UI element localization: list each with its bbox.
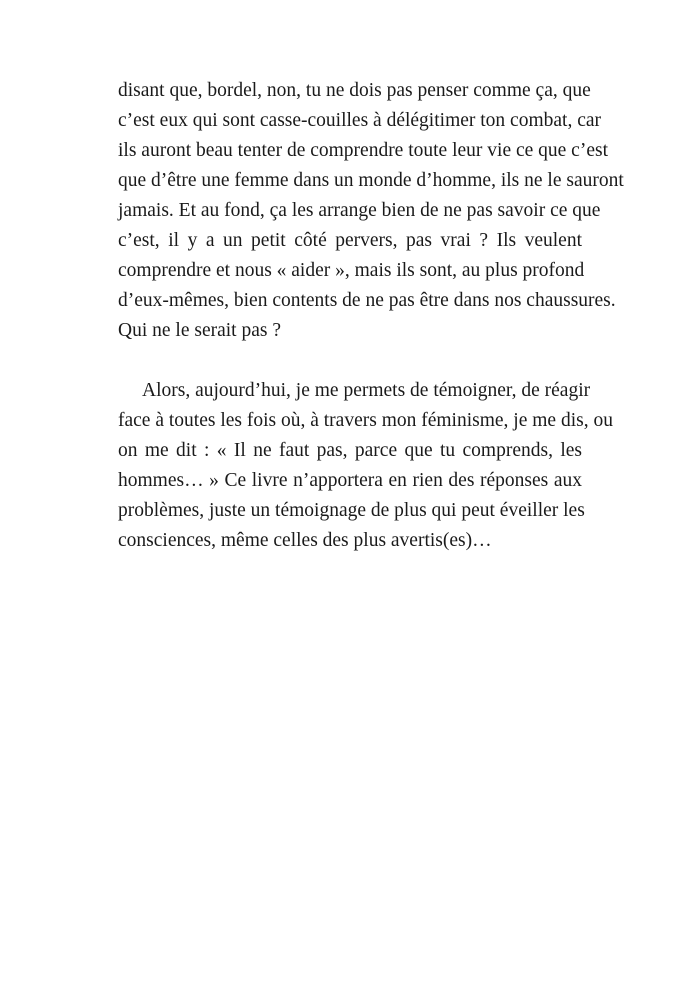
text-line: on me dit : « Il ne faut pas, parce que tu comprends, les — [118, 440, 582, 461]
paragraph-2 — [118, 376, 613, 556]
text-line: ils auront beau tenter de comprendre toute leur vie ce que c’est — [118, 140, 608, 161]
text-line: problèmes, juste un témoignage de plus qui peut éveiller les — [118, 500, 585, 521]
text-line: hommes… » Ce livre n’apportera en rien des réponses aux — [118, 470, 582, 491]
text-line: consciences, même celles des plus avertis(es)… — [118, 530, 492, 551]
text-line: Qui ne le serait pas ? — [118, 320, 281, 341]
text-line: c’est eux qui sont casse-couilles à délégitimer ton combat, car — [118, 110, 601, 131]
paragraph-1 — [118, 76, 624, 346]
text-line: jamais. Et au fond, ça les arrange bien de ne pas savoir ce que — [118, 200, 601, 221]
body-text — [118, 76, 624, 556]
text-line: comprendre et nous « aider », mais ils sont, au plus profond — [118, 260, 585, 281]
text-line: Alors, aujourd’hui, je me permets de témoigner, de réagir — [142, 380, 591, 401]
text-line: face à toutes les fois où, à travers mon féminisme, je me dis, ou — [118, 410, 613, 431]
text-line: disant que, bordel, non, tu ne dois pas penser comme ça, que — [118, 80, 591, 101]
text-line: que d’être une femme dans un monde d’homme, ils ne le sauront — [118, 170, 624, 191]
text-line: d’eux-mêmes, bien contents de ne pas être dans nos chaussures. — [118, 290, 616, 311]
text-line: c’est, il y a un petit côté pervers, pas vrai ? Ils veulent — [118, 230, 582, 251]
